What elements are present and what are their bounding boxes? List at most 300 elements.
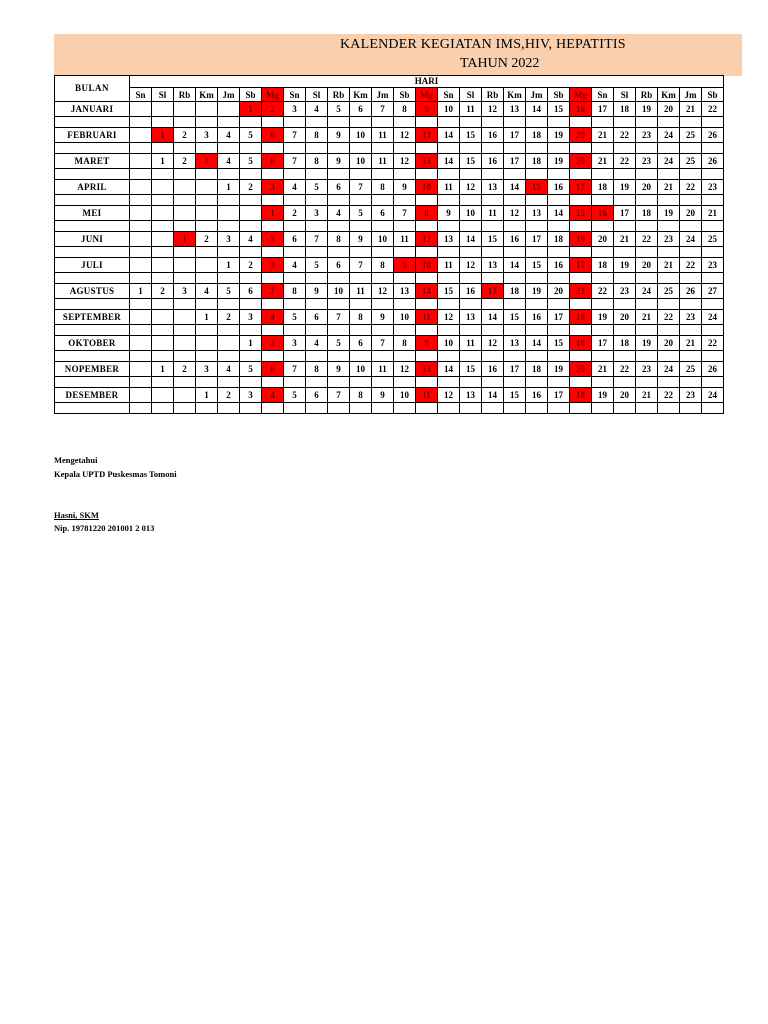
day-cell: 22 bbox=[680, 180, 702, 195]
day-header-cell: Sl bbox=[460, 88, 482, 102]
blank-cell bbox=[702, 273, 724, 284]
blank-cell bbox=[570, 221, 592, 232]
day-cell: 7 bbox=[284, 154, 306, 169]
blank-cell bbox=[218, 247, 240, 258]
blank-cell bbox=[702, 325, 724, 336]
blank-cell bbox=[152, 117, 174, 128]
blank-cell bbox=[196, 325, 218, 336]
blank-cell bbox=[174, 195, 196, 206]
blank-cell bbox=[328, 299, 350, 310]
blank-cell bbox=[350, 351, 372, 362]
day-cell bbox=[174, 180, 196, 195]
blank-cell bbox=[218, 351, 240, 362]
day-cell: 24 bbox=[658, 128, 680, 143]
month-name: MEI bbox=[55, 206, 130, 221]
day-cell: 15 bbox=[482, 232, 504, 247]
day-header-cell: Mg bbox=[262, 88, 284, 102]
day-cell: 11 bbox=[372, 128, 394, 143]
day-cell: 20 bbox=[680, 206, 702, 221]
day-cell: 1 bbox=[218, 180, 240, 195]
blank-cell bbox=[548, 247, 570, 258]
day-cell: 11 bbox=[416, 388, 438, 403]
spacer-row bbox=[55, 299, 724, 310]
blank-cell bbox=[372, 169, 394, 180]
day-cell: 24 bbox=[702, 310, 724, 325]
day-header-cell: Sb bbox=[702, 88, 724, 102]
blank-cell bbox=[262, 351, 284, 362]
blank-cell bbox=[196, 403, 218, 414]
day-cell: 12 bbox=[416, 232, 438, 247]
day-cell: 18 bbox=[614, 336, 636, 351]
blank-cell bbox=[152, 143, 174, 154]
blank-cell bbox=[570, 299, 592, 310]
blank-cell bbox=[504, 351, 526, 362]
blank-cell bbox=[394, 377, 416, 388]
blank-cell bbox=[592, 325, 614, 336]
blank-cell bbox=[394, 273, 416, 284]
blank-cell bbox=[460, 195, 482, 206]
day-cell: 7 bbox=[328, 310, 350, 325]
day-cell: 3 bbox=[196, 154, 218, 169]
blank-cell bbox=[240, 221, 262, 232]
blank-cell bbox=[262, 221, 284, 232]
blank-cell bbox=[284, 221, 306, 232]
blank-cell bbox=[592, 299, 614, 310]
day-cell: 15 bbox=[548, 336, 570, 351]
blank-cell bbox=[306, 143, 328, 154]
day-cell: 7 bbox=[350, 258, 372, 273]
blank-cell bbox=[482, 325, 504, 336]
day-cell: 7 bbox=[394, 206, 416, 221]
blank-cell bbox=[504, 221, 526, 232]
blank-cell bbox=[460, 325, 482, 336]
spacer-row bbox=[55, 403, 724, 414]
blank-cell bbox=[636, 351, 658, 362]
blank-cell bbox=[416, 351, 438, 362]
blank-cell bbox=[592, 377, 614, 388]
month-name: DESEMBER bbox=[55, 388, 130, 403]
blank-cell bbox=[680, 351, 702, 362]
blank-cell bbox=[658, 247, 680, 258]
spacer-row bbox=[55, 351, 724, 362]
blank-cell bbox=[548, 403, 570, 414]
day-cell: 10 bbox=[350, 154, 372, 169]
blank-cell bbox=[394, 299, 416, 310]
day-cell: 13 bbox=[504, 102, 526, 117]
day-cell: 2 bbox=[218, 388, 240, 403]
blank-cell bbox=[416, 403, 438, 414]
day-cell: 19 bbox=[592, 388, 614, 403]
month-row bbox=[55, 258, 724, 273]
blank-cell bbox=[504, 169, 526, 180]
blank-cell bbox=[702, 221, 724, 232]
blank-cell bbox=[372, 299, 394, 310]
blank-cell bbox=[658, 169, 680, 180]
day-cell: 13 bbox=[482, 180, 504, 195]
day-cell: 24 bbox=[680, 232, 702, 247]
blank-cell bbox=[306, 221, 328, 232]
blank-cell bbox=[306, 195, 328, 206]
day-header-cell: Sl bbox=[152, 88, 174, 102]
day-cell: 1 bbox=[174, 232, 196, 247]
blank-cell bbox=[262, 299, 284, 310]
blank-cell bbox=[130, 143, 152, 154]
day-cell: 17 bbox=[570, 258, 592, 273]
blank-cell bbox=[504, 273, 526, 284]
day-cell bbox=[130, 258, 152, 273]
blank-cell bbox=[55, 403, 130, 414]
day-cell: 5 bbox=[306, 258, 328, 273]
day-cell: 2 bbox=[152, 284, 174, 299]
blank-cell bbox=[416, 195, 438, 206]
day-cell: 4 bbox=[196, 284, 218, 299]
blank-cell bbox=[174, 377, 196, 388]
blank-cell bbox=[394, 325, 416, 336]
blank-cell bbox=[218, 195, 240, 206]
day-cell: 20 bbox=[658, 102, 680, 117]
blank-cell bbox=[372, 377, 394, 388]
hari-header bbox=[130, 76, 724, 88]
day-cell: 20 bbox=[570, 128, 592, 143]
blank-cell bbox=[658, 377, 680, 388]
day-cell: 7 bbox=[262, 284, 284, 299]
day-cell: 21 bbox=[658, 180, 680, 195]
blank-cell bbox=[55, 325, 130, 336]
day-cell: 3 bbox=[262, 180, 284, 195]
blank-cell bbox=[570, 325, 592, 336]
blank-cell bbox=[130, 195, 152, 206]
day-cell: 3 bbox=[240, 310, 262, 325]
month-name: OKTOBER bbox=[55, 336, 130, 351]
blank-cell bbox=[55, 117, 130, 128]
blank-cell bbox=[702, 403, 724, 414]
day-cell: 13 bbox=[482, 258, 504, 273]
blank-cell bbox=[570, 273, 592, 284]
blank-cell bbox=[680, 377, 702, 388]
day-cell: 10 bbox=[438, 336, 460, 351]
day-cell bbox=[174, 206, 196, 221]
day-cell bbox=[130, 180, 152, 195]
blank-cell bbox=[306, 247, 328, 258]
spacer-row bbox=[55, 325, 724, 336]
blank-cell bbox=[614, 247, 636, 258]
day-cell bbox=[196, 258, 218, 273]
blank-cell bbox=[614, 377, 636, 388]
day-cell: 16 bbox=[548, 258, 570, 273]
day-cell: 24 bbox=[658, 154, 680, 169]
day-cell: 23 bbox=[702, 180, 724, 195]
day-cell bbox=[218, 206, 240, 221]
day-cell: 6 bbox=[262, 154, 284, 169]
day-cell: 2 bbox=[218, 310, 240, 325]
day-cell: 6 bbox=[262, 362, 284, 377]
day-cell: 10 bbox=[416, 258, 438, 273]
blank-cell bbox=[526, 403, 548, 414]
day-cell: 17 bbox=[548, 310, 570, 325]
day-cell bbox=[218, 102, 240, 117]
day-cell: 18 bbox=[548, 232, 570, 247]
day-cell: 21 bbox=[592, 362, 614, 377]
sign-name: Hasni, SKM bbox=[54, 510, 99, 520]
day-cell: 22 bbox=[702, 102, 724, 117]
day-cell: 9 bbox=[394, 258, 416, 273]
day-cell: 20 bbox=[570, 362, 592, 377]
blank-cell bbox=[152, 325, 174, 336]
day-cell: 12 bbox=[504, 206, 526, 221]
blank-cell bbox=[570, 195, 592, 206]
blank-cell bbox=[328, 377, 350, 388]
blank-cell bbox=[658, 273, 680, 284]
day-cell: 18 bbox=[570, 388, 592, 403]
blank-cell bbox=[526, 169, 548, 180]
month-row bbox=[55, 102, 724, 117]
day-cell: 17 bbox=[592, 102, 614, 117]
day-cell: 10 bbox=[416, 180, 438, 195]
blank-cell bbox=[526, 143, 548, 154]
blank-cell bbox=[174, 325, 196, 336]
blank-cell bbox=[284, 403, 306, 414]
month-name: APRIL bbox=[55, 180, 130, 195]
blank-cell bbox=[350, 273, 372, 284]
day-cell: 9 bbox=[438, 206, 460, 221]
blank-cell bbox=[372, 117, 394, 128]
day-cell: 21 bbox=[592, 154, 614, 169]
blank-cell bbox=[548, 325, 570, 336]
blank-cell bbox=[306, 169, 328, 180]
day-cell: 9 bbox=[328, 362, 350, 377]
day-cell: 7 bbox=[328, 388, 350, 403]
day-cell: 9 bbox=[306, 284, 328, 299]
blank-cell bbox=[504, 325, 526, 336]
day-cell: 12 bbox=[394, 362, 416, 377]
day-cell: 12 bbox=[394, 128, 416, 143]
day-header-cell: Sb bbox=[548, 88, 570, 102]
blank-cell bbox=[55, 221, 130, 232]
day-cell: 3 bbox=[262, 258, 284, 273]
day-cell: 18 bbox=[592, 258, 614, 273]
blank-cell bbox=[284, 143, 306, 154]
bulan-header: BULAN bbox=[55, 76, 130, 102]
blank-cell bbox=[416, 377, 438, 388]
blank-cell bbox=[196, 351, 218, 362]
blank-cell bbox=[306, 403, 328, 414]
blank-cell bbox=[196, 273, 218, 284]
day-cell bbox=[174, 336, 196, 351]
day-cell: 18 bbox=[504, 284, 526, 299]
blank-cell bbox=[262, 169, 284, 180]
day-cell: 14 bbox=[482, 310, 504, 325]
blank-cell bbox=[372, 403, 394, 414]
day-cell: 3 bbox=[196, 128, 218, 143]
day-cell: 16 bbox=[570, 336, 592, 351]
blank-cell bbox=[218, 273, 240, 284]
day-cell: 8 bbox=[350, 388, 372, 403]
day-cell: 8 bbox=[394, 336, 416, 351]
blank-cell bbox=[658, 117, 680, 128]
day-cell: 1 bbox=[130, 284, 152, 299]
blank-cell bbox=[526, 247, 548, 258]
day-header-cell: Sl bbox=[614, 88, 636, 102]
day-cell: 23 bbox=[636, 154, 658, 169]
blank-cell bbox=[614, 299, 636, 310]
day-cell: 4 bbox=[262, 388, 284, 403]
month-name: FEBRUARI bbox=[55, 128, 130, 143]
day-cell: 11 bbox=[438, 180, 460, 195]
blank-cell bbox=[174, 403, 196, 414]
day-cell: 6 bbox=[372, 206, 394, 221]
day-cell: 6 bbox=[350, 336, 372, 351]
day-cell bbox=[130, 102, 152, 117]
day-cell bbox=[196, 180, 218, 195]
day-cell: 15 bbox=[504, 310, 526, 325]
day-cell: 4 bbox=[262, 310, 284, 325]
blank-cell bbox=[438, 169, 460, 180]
day-cell: 12 bbox=[438, 310, 460, 325]
day-cell: 17 bbox=[504, 362, 526, 377]
blank-cell bbox=[658, 325, 680, 336]
day-cell: 20 bbox=[592, 232, 614, 247]
blank-cell bbox=[174, 169, 196, 180]
day-cell: 2 bbox=[174, 362, 196, 377]
spacer-row bbox=[55, 273, 724, 284]
day-header-cell: Jm bbox=[372, 88, 394, 102]
month-row bbox=[55, 154, 724, 169]
day-cell: 17 bbox=[592, 336, 614, 351]
day-cell: 19 bbox=[636, 102, 658, 117]
blank-cell bbox=[592, 247, 614, 258]
day-cell: 27 bbox=[702, 284, 724, 299]
day-cell: 21 bbox=[658, 258, 680, 273]
day-cell: 3 bbox=[196, 362, 218, 377]
day-cell bbox=[174, 102, 196, 117]
day-header-cell: Sn bbox=[130, 88, 152, 102]
blank-cell bbox=[680, 273, 702, 284]
blank-cell bbox=[350, 195, 372, 206]
day-cell: 21 bbox=[702, 206, 724, 221]
month-row bbox=[55, 128, 724, 143]
day-cell: 8 bbox=[306, 128, 328, 143]
blank-cell bbox=[196, 247, 218, 258]
blank-cell bbox=[218, 117, 240, 128]
blank-cell bbox=[482, 351, 504, 362]
blank-cell bbox=[592, 351, 614, 362]
day-header-cell: Jm bbox=[526, 88, 548, 102]
blank-cell bbox=[196, 299, 218, 310]
blank-cell bbox=[614, 325, 636, 336]
blank-cell bbox=[570, 143, 592, 154]
day-cell: 23 bbox=[636, 128, 658, 143]
day-cell: 13 bbox=[504, 336, 526, 351]
blank-cell bbox=[680, 247, 702, 258]
blank-cell bbox=[416, 273, 438, 284]
blank-cell bbox=[680, 325, 702, 336]
blank-cell bbox=[284, 377, 306, 388]
day-cell bbox=[152, 232, 174, 247]
day-cell: 3 bbox=[284, 102, 306, 117]
blank-cell bbox=[526, 273, 548, 284]
day-cell: 24 bbox=[636, 284, 658, 299]
day-cell: 8 bbox=[350, 310, 372, 325]
day-cell: 4 bbox=[240, 232, 262, 247]
day-cell: 6 bbox=[240, 284, 262, 299]
day-cell: 1 bbox=[240, 336, 262, 351]
blank-cell bbox=[460, 377, 482, 388]
blank-cell bbox=[262, 325, 284, 336]
day-cell bbox=[152, 206, 174, 221]
day-cell: 11 bbox=[416, 310, 438, 325]
day-cell: 6 bbox=[328, 258, 350, 273]
day-cell: 23 bbox=[636, 362, 658, 377]
day-header-cell: Rb bbox=[482, 88, 504, 102]
day-cell: 5 bbox=[240, 128, 262, 143]
month-row bbox=[55, 336, 724, 351]
blank-cell bbox=[416, 325, 438, 336]
blank-cell bbox=[372, 221, 394, 232]
day-cell: 16 bbox=[526, 310, 548, 325]
day-cell: 10 bbox=[372, 232, 394, 247]
blank-cell bbox=[174, 299, 196, 310]
day-cell: 15 bbox=[438, 284, 460, 299]
day-cell: 2 bbox=[262, 336, 284, 351]
day-cell: 9 bbox=[416, 102, 438, 117]
day-cell: 18 bbox=[570, 310, 592, 325]
day-cell: 19 bbox=[526, 284, 548, 299]
blank-cell bbox=[350, 403, 372, 414]
blank-cell bbox=[55, 351, 130, 362]
blank-cell bbox=[548, 221, 570, 232]
blank-cell bbox=[482, 117, 504, 128]
blank-cell bbox=[152, 351, 174, 362]
blank-cell bbox=[570, 169, 592, 180]
blank-cell bbox=[592, 117, 614, 128]
day-header-cell: Km bbox=[196, 88, 218, 102]
day-cell: 5 bbox=[240, 362, 262, 377]
day-cell: 16 bbox=[482, 128, 504, 143]
day-cell: 19 bbox=[548, 362, 570, 377]
blank-cell bbox=[218, 299, 240, 310]
blank-cell bbox=[702, 169, 724, 180]
blank-cell bbox=[482, 377, 504, 388]
day-cell: 18 bbox=[636, 206, 658, 221]
blank-cell bbox=[130, 325, 152, 336]
blank-cell bbox=[504, 195, 526, 206]
blank-cell bbox=[394, 221, 416, 232]
day-cell: 22 bbox=[592, 284, 614, 299]
day-cell: 19 bbox=[548, 154, 570, 169]
day-cell: 10 bbox=[394, 388, 416, 403]
day-cell: 23 bbox=[680, 310, 702, 325]
day-cell: 20 bbox=[614, 388, 636, 403]
day-cell: 2 bbox=[174, 154, 196, 169]
blank-cell bbox=[262, 273, 284, 284]
blank-cell bbox=[240, 325, 262, 336]
blank-cell bbox=[196, 143, 218, 154]
day-cell: 21 bbox=[636, 388, 658, 403]
day-cell: 7 bbox=[350, 180, 372, 195]
blank-cell bbox=[174, 273, 196, 284]
day-cell: 20 bbox=[636, 180, 658, 195]
blank-cell bbox=[438, 299, 460, 310]
day-cell: 9 bbox=[394, 180, 416, 195]
day-cell: 12 bbox=[438, 388, 460, 403]
day-cell: 17 bbox=[548, 388, 570, 403]
blank-cell bbox=[482, 403, 504, 414]
blank-cell bbox=[328, 403, 350, 414]
blank-cell bbox=[548, 195, 570, 206]
day-cell: 25 bbox=[680, 154, 702, 169]
blank-cell bbox=[196, 377, 218, 388]
day-cell: 18 bbox=[614, 102, 636, 117]
